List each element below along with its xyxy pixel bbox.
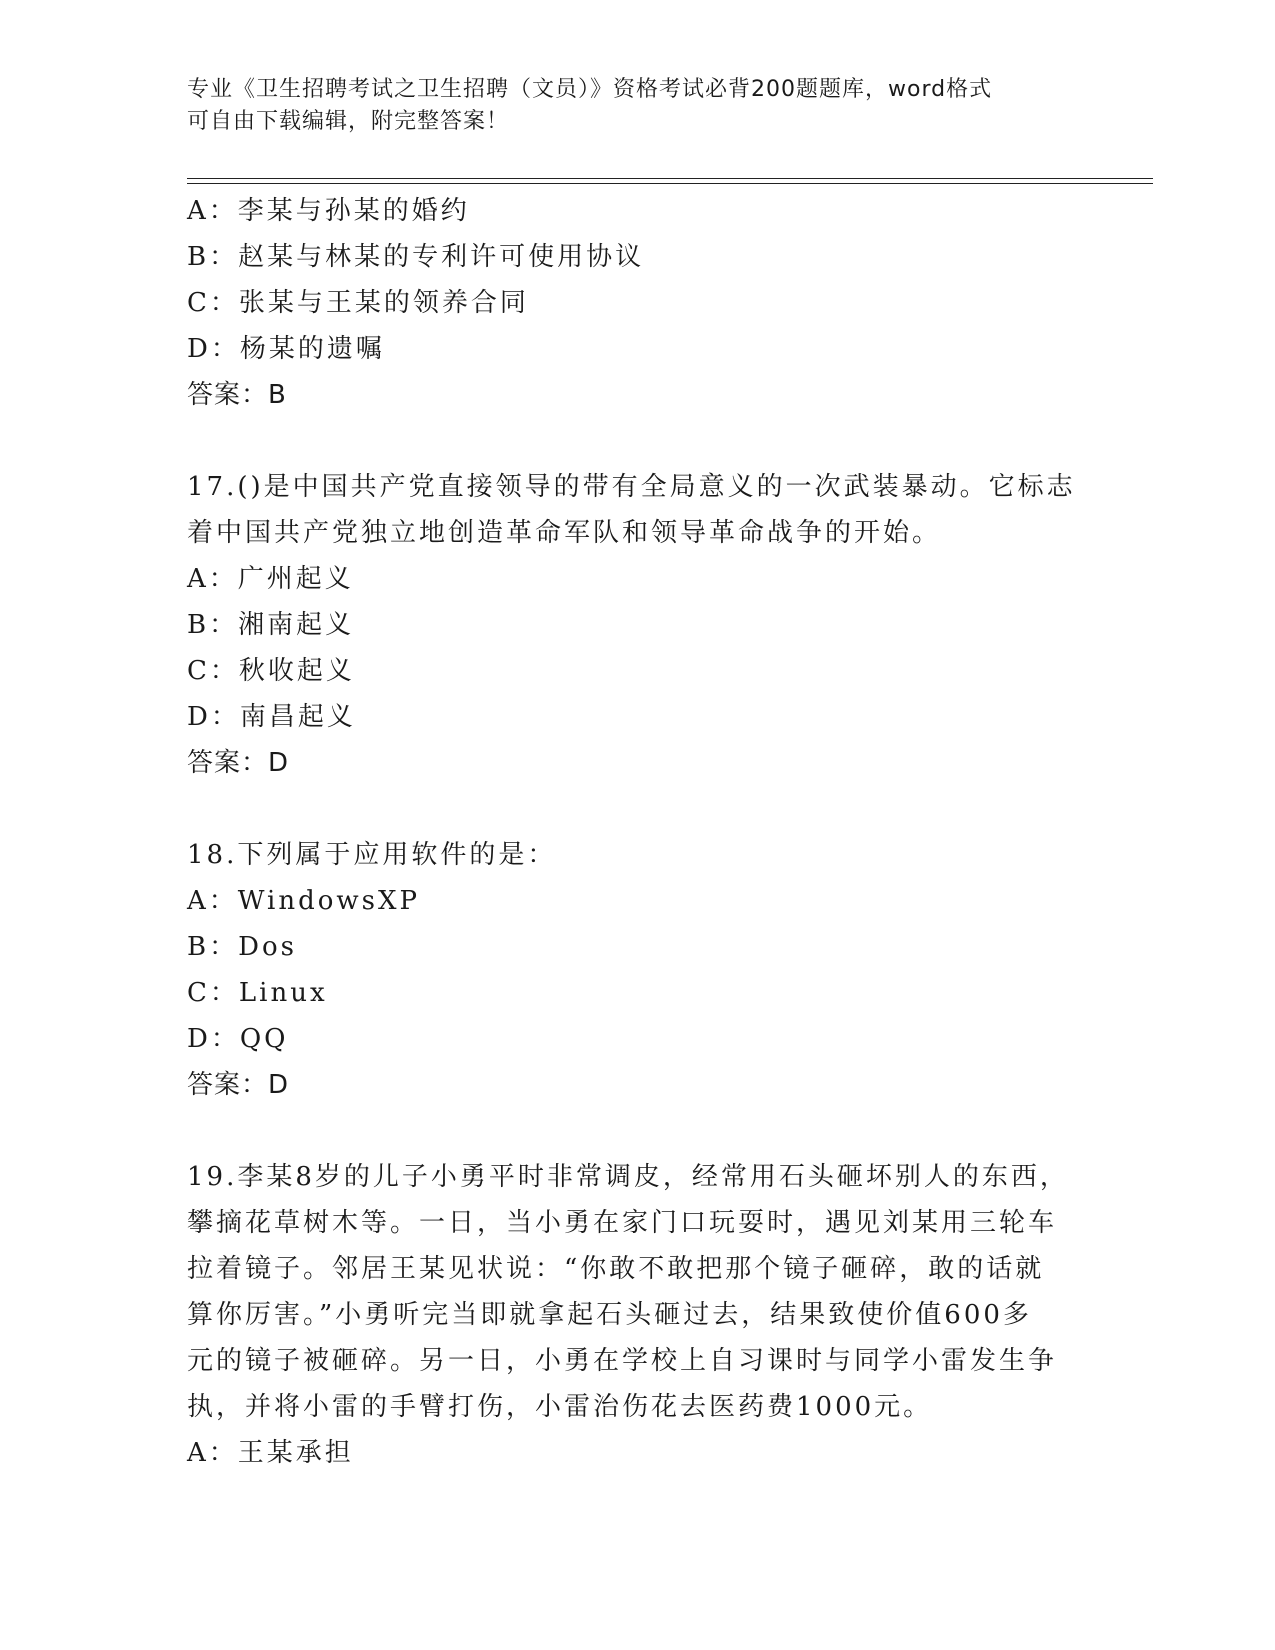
option-a: A：广州起义 bbox=[187, 564, 354, 594]
option-d: D：QQ bbox=[187, 1024, 289, 1054]
spacer bbox=[187, 418, 1087, 464]
question-18 bbox=[187, 832, 1087, 1108]
question-19 bbox=[187, 1154, 1087, 1476]
question-stem-line: 元的镜子被砸碎。另一日，小勇在学校上自习课时与同学小雷发生争 bbox=[187, 1346, 1058, 1376]
option-c: C：Linux bbox=[187, 978, 328, 1008]
answer-line: 答案：D bbox=[187, 1070, 290, 1100]
question-stem-line: 攀摘花草树木等。一日，当小勇在家门口玩耍时，遇见刘某用三轮车 bbox=[187, 1208, 1058, 1238]
question-stem-line: 拉着镜子。邻居王某见状说：“你敢不敢把那个镜子砸碎，敢的话就 bbox=[187, 1254, 1045, 1284]
option-a: A：李某与孙某的婚约 bbox=[187, 196, 470, 226]
document-header bbox=[187, 74, 1067, 138]
header-divider-bottom bbox=[187, 183, 1153, 184]
option-c: C：张某与王某的领养合同 bbox=[187, 288, 529, 318]
header-line-2: 可自由下载编辑，附完整答案！ bbox=[187, 109, 510, 134]
option-c: C：秋收起义 bbox=[187, 656, 355, 686]
question-stem-line: 算你厉害。”小勇听完当即就拿起石头砸过去，结果致使价值600多 bbox=[187, 1300, 1032, 1330]
question-stem-line: 17.()是中国共产党直接领导的带有全局意义的一次武装暴动。它标志 bbox=[187, 472, 1076, 502]
header-line-1: 专业《卫生招聘考试之卫生招聘（文员）》资格考试必背200题题库，word格式 bbox=[187, 77, 993, 102]
question-17 bbox=[187, 464, 1087, 786]
option-b: B：湘南起义 bbox=[187, 610, 355, 640]
option-a: A：王某承担 bbox=[187, 1438, 354, 1468]
question-stem-line: 19.李某8岁的儿子小勇平时非常调皮，经常用石头砸坏别人的东西， bbox=[187, 1162, 1069, 1192]
option-a: A：WindowsXP bbox=[187, 886, 421, 916]
question-stem-line: 18.下列属于应用软件的是： bbox=[187, 840, 557, 870]
option-b: B：Dos bbox=[187, 932, 297, 962]
spacer bbox=[187, 786, 1087, 832]
answer-line: 答案：B bbox=[187, 380, 287, 410]
question-16 bbox=[187, 188, 1087, 418]
question-stem-line: 着中国共产党独立地创造革命军队和领导革命战争的开始。 bbox=[187, 518, 942, 548]
option-d: D：南昌起义 bbox=[187, 702, 356, 732]
option-b: B：赵某与林某的专利许可使用协议 bbox=[187, 242, 645, 272]
question-list bbox=[187, 188, 1087, 1476]
answer-line: 答案：D bbox=[187, 748, 290, 778]
question-stem-line: 执，并将小雷的手臂打伤，小雷治伤花去医药费1000元。 bbox=[187, 1392, 933, 1422]
spacer bbox=[187, 1108, 1087, 1154]
option-d: D：杨某的遗嘱 bbox=[187, 334, 385, 364]
header-divider-top bbox=[187, 178, 1153, 179]
